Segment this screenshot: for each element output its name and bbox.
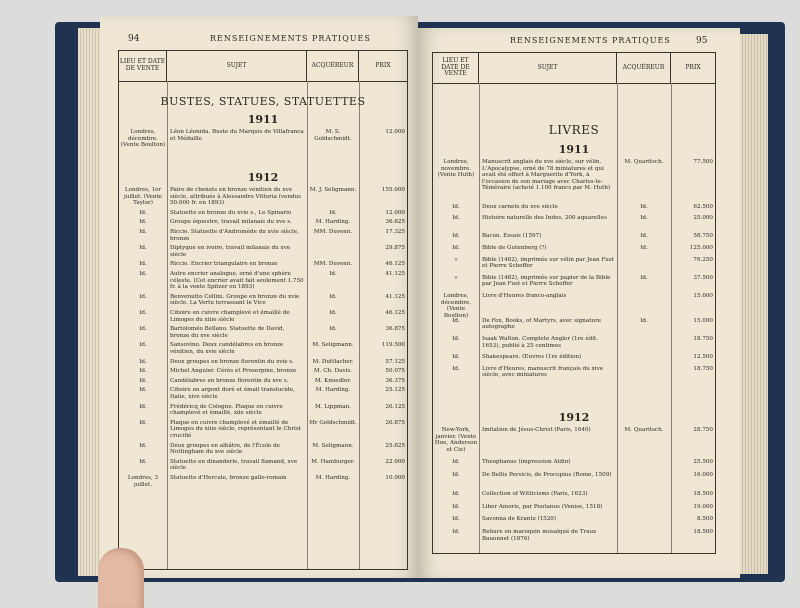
cell-prix: 46.125: [385, 261, 405, 268]
header-lieu: LIEU ET DATE DE VENTE: [433, 53, 479, 83]
cell-sujet: Liber Amoris, par Poutanus (Venise, 1518): [482, 503, 603, 510]
cell-acquereur: M. Quaritsch.: [624, 427, 664, 433]
cell-lieu: Id.: [452, 203, 460, 210]
cell-lieu: Id.: [452, 245, 460, 251]
cell-sujet: Benvenutto Cellini. Groupe en bronze du xvie siècle. La Vertu terrassant le Vice: [170, 293, 300, 307]
thumb: [98, 548, 144, 608]
cell-lieu: Id.: [139, 377, 147, 384]
section-title: BUSTES, STATUES, STATUETTES: [160, 95, 366, 108]
cell-lieu: Id.: [452, 459, 460, 466]
cell-sujet: Plaque en cuivre champlevé et émaillé de Limoges du xiiie siècle, représentant le Christ crucifié: [170, 419, 301, 439]
cell-prix: 17.325: [385, 229, 405, 235]
cell-acquereur: M. Harding.: [315, 475, 351, 481]
cell-acquereur: M. Seligmann.: [312, 442, 354, 449]
cell-sujet: Autre encrier analogue, orné d'une sphère céleste. (Cet encrier avait fait seulement 1.750 fr. à la vente Spitzer en 1893): [170, 271, 304, 291]
cell-sujet: Deux carnets du xve siècle: [482, 203, 558, 210]
cell-prix: 62.500: [693, 203, 713, 210]
cell-lieu: Id.: [139, 261, 147, 268]
cell-lieu: Id.: [452, 317, 460, 324]
cell-lieu: Id.: [139, 403, 147, 410]
cell-prix: 57.125: [385, 358, 405, 365]
cell-lieu: Id.: [139, 358, 147, 365]
year-heading: 1911: [558, 143, 590, 156]
cell-lieu: Id.: [139, 271, 147, 277]
cell-lieu: Id.: [452, 354, 460, 361]
left-page: [100, 16, 418, 578]
page-number: 94: [128, 34, 140, 44]
cell-prix: 155.000: [381, 187, 405, 193]
cell-acquereur: M. Duttlacher.: [312, 358, 354, 365]
cell-acquereur: M. Harding.: [315, 387, 351, 394]
cell-prix: 22.000: [385, 458, 405, 465]
cell-lieu: Id.: [139, 219, 147, 226]
cell-acquereur: M. S. Goldschmidt.: [314, 129, 352, 142]
cell-sujet: Diptyque en ivoire, travail milanais du xve siècle: [170, 245, 291, 258]
cell-prix: 26.125: [385, 403, 405, 410]
sales-table: [118, 50, 408, 570]
cell-sujet: Riccio. Statuette d'Andromède du xvie siècle, bronze: [170, 229, 299, 242]
cell-prix: 41.125: [385, 293, 405, 300]
sales-table: [432, 52, 716, 554]
cell-sujet: Bible (1462), imprimée sur vélin par Jean Fust et Pierre Schoffer: [482, 256, 614, 270]
year-heading: 1912: [558, 411, 590, 424]
cell-sujet: Sansovino. Deux candélabres en bronze vénitien, du xvie siècle: [170, 342, 284, 355]
cell-sujet: Riccio. Encrier triangulaire en bronze: [170, 261, 278, 268]
cell-lieu: Id.: [139, 387, 147, 394]
cell-prix: 25.625: [385, 442, 405, 449]
cell-prix: 46.125: [385, 310, 405, 316]
cell-acquereur: Id.: [640, 203, 648, 210]
table-header: [433, 53, 715, 84]
running-head: RENSEIGNEMENTS PRATIQUES: [210, 34, 371, 43]
cell-lieu: Id.: [452, 516, 460, 523]
cell-lieu: Id.: [139, 245, 147, 252]
cell-lieu: Id.: [452, 365, 460, 372]
cell-lieu: Londres, 1er juillet. (Vente Taylor): [124, 187, 162, 207]
cell-acquereur: MM. Duveen.: [313, 261, 353, 268]
cell-lieu: Id.: [452, 336, 460, 342]
cell-acquereur: Id.: [640, 317, 648, 324]
header-lieu: LIEU ET DATE DE VENTE: [119, 51, 167, 81]
cell-lieu: Id.: [139, 209, 147, 216]
cell-sujet: Histoire naturelle des Indes, 200 aquarelles: [482, 215, 607, 222]
cell-prix: 25.000: [693, 215, 713, 222]
cell-prix: 125.000: [689, 245, 713, 251]
cell-prix: 36.875: [385, 326, 405, 333]
header-sujet: SUJET: [167, 51, 307, 81]
cell-lieu: Id.: [452, 503, 460, 510]
cell-prix: 18.750: [693, 365, 713, 372]
cell-lieu: Id.: [452, 233, 460, 240]
cell-lieu: Id.: [139, 368, 147, 375]
table-header: [119, 51, 407, 82]
year-heading: 1912: [247, 171, 279, 184]
cell-sujet: Paire de chenets en bronze vénitien du xve siècle, attribués à Alessandro Vittoria (vendus 50.000 fr. en 1893): [170, 187, 302, 207]
cell-sujet: Collection of Witticisms (Paris, 1623): [482, 491, 588, 498]
cell-sujet: Statuette d'Hercule, bronze gallo-romain: [170, 475, 287, 481]
cell-acquereur: M. Knoedler.: [314, 377, 352, 384]
cell-acquereur: M. J. Seligmann.: [309, 187, 357, 193]
cell-sujet: Frédéricq de Cologne. Plaque en cuivre champlevé et émaillé, xiie siècle: [170, 403, 283, 417]
header-acquereur: ACQUÉREUR: [307, 51, 359, 81]
cell-prix: 18.500: [693, 529, 713, 535]
cell-prix: 18.500: [693, 491, 713, 498]
cell-prix: 36.625: [385, 219, 405, 226]
cell-sujet: Manuscrit anglais du xve siècle, sur vélin. L'Apocalypse, orné de 78 miniatures et qui avait été offert à Marguerite d'York, à l'occasion de son mariage avec Charles-le-Téméraire (acheté 1.100 francs par M. Huth): [482, 159, 611, 192]
cell-lieu: Id.: [452, 472, 460, 478]
cell-prix: 25.500: [693, 459, 713, 466]
cell-prix: 41.125: [385, 271, 405, 277]
header-prix: PRIX: [375, 61, 391, 69]
cell-sujet: Statuette en dinanderie, travail flamand, xve siècle: [170, 458, 298, 472]
cell-lieu: Londres, décembre. (Vente Boulton): [120, 129, 166, 149]
cell-prix: 12.000: [385, 209, 405, 216]
cell-prix: 28.750: [693, 427, 713, 433]
year-heading: 1911: [247, 113, 279, 126]
cell-acquereur: M. Ch. Davis.: [313, 368, 353, 375]
cell-prix: 16.000: [693, 472, 713, 478]
cell-sujet: Candélabres en bronze florentin du xve s.: [170, 377, 289, 384]
cell-sujet: Bartoloméo Bellano. Statuette de David, bronze du xve siècle: [170, 326, 285, 339]
cell-acquereur: M. Quaritsch.: [624, 159, 664, 165]
cell-sujet: Ciboire en argent doré et émail translucide, Italie, xive siècle: [170, 387, 295, 400]
cell-sujet: Reliure en maroquin mosaïqué de Trauz Bauonnet (1876): [482, 529, 597, 542]
cell-acquereur: Id.: [329, 326, 337, 333]
cell-prix: 76.250: [693, 256, 713, 263]
cell-sujet: De Fox, Books, of Martyrs, avec signature autographe: [482, 317, 602, 331]
cell-lieu: Id.: [452, 215, 460, 222]
cell-prix: 18.750: [693, 336, 713, 342]
cell-sujet: Bible (1462), imprimée sur papier de la Bible par Jean Fust et Pierre Schoffer: [482, 274, 611, 288]
cell-sujet: Ciboire en cuivre champlevé et émaillé de Limoges du xiiie siècle: [170, 310, 290, 323]
cell-prix: 37.500: [693, 274, 713, 281]
cell-lieu: Id.: [139, 310, 147, 316]
cell-acquereur: Id.: [329, 293, 337, 300]
cell-sujet: Bible de Gutenberg (?): [482, 245, 547, 251]
cell-lieu: Id.: [139, 293, 147, 300]
cell-prix: 50.075: [385, 368, 405, 375]
cell-prix: 58.750: [693, 233, 713, 240]
cell-sujet: Shakespeare. Œuvres (1re édition): [482, 354, 582, 361]
cell-lieu: »: [454, 256, 458, 263]
cell-lieu: Londres, 3 juillet.: [127, 475, 159, 488]
cell-acquereur: Id.: [640, 245, 648, 251]
cell-prix: 119.500: [381, 342, 405, 349]
cell-prix: 15.000: [693, 293, 713, 299]
cell-prix: 26.875: [385, 419, 405, 426]
cell-prix: 36.375: [385, 377, 405, 384]
cell-prix: 10.000: [385, 475, 405, 481]
header-sujet: SUJET: [479, 53, 617, 83]
page-edges-left: [78, 28, 102, 576]
cell-sujet: Michel Anguier. Cérès et Proserpine, bronze: [170, 368, 297, 375]
section-title: LIVRES: [548, 123, 600, 137]
cell-prix: 19.000: [693, 503, 713, 510]
cell-acquereur: Id.: [640, 233, 648, 240]
cell-prix: 8.500: [696, 516, 713, 523]
cell-lieu: Londres, décembre. (Vente Boulton): [441, 293, 471, 319]
cell-lieu: Londres, novembre. (Vente Huth): [437, 159, 475, 179]
cell-sujet: Deux groupes en bronze florentin du xvie s.: [170, 358, 294, 365]
cell-lieu: Id.: [139, 458, 147, 465]
cell-sujet: Savonna de Krantz (1520): [482, 516, 557, 523]
cell-prix: 12.500: [693, 354, 713, 361]
header-prix: PRIX: [685, 63, 701, 71]
page-edges-right: [740, 34, 768, 574]
cell-acquereur: Id.: [640, 274, 648, 281]
cell-lieu: Id.: [139, 229, 147, 235]
cell-lieu: »: [454, 274, 458, 281]
cell-sujet: Isaak Walton. Complete Angler (1re édit. 1653), publié à 25 centimes: [482, 336, 599, 349]
cell-sujet: Léon Léonida. Buste du Marquis de Villafranca et Médaille: [170, 129, 304, 142]
cell-acquereur: M. Hamburger.: [311, 458, 355, 465]
cell-prix: 77.500: [693, 159, 713, 165]
cell-lieu: Id.: [139, 419, 147, 426]
cell-sujet: Theophanus (impression Aldin): [482, 459, 571, 466]
cell-acquereur: Mr Goldschmidt.: [309, 419, 357, 426]
cell-sujet: De Bellis Persicis, de Procopius (Rome, 1509): [482, 472, 612, 478]
cell-prix: 29.875: [385, 245, 405, 252]
right-page: [418, 28, 740, 578]
header-acquereur: ACQUÉREUR: [617, 53, 671, 83]
cell-acquereur: Id.: [329, 310, 337, 316]
cell-lieu: Id.: [452, 529, 460, 535]
cell-sujet: Statuette en bronze du xvie s., Le Spinario: [170, 209, 292, 216]
page-number: 95: [696, 36, 708, 46]
cell-sujet: Imitation de Jésus-Christ (Paris, 1640): [482, 427, 591, 433]
cell-lieu: Id.: [139, 326, 147, 333]
cell-prix: 12.000: [385, 129, 405, 135]
cell-lieu: Id.: [139, 442, 147, 449]
running-head: RENSEIGNEMENTS PRATIQUES: [510, 36, 671, 45]
cell-sujet: Deux groupes en albâtre, de l'École de Nottingham du xve siècle: [170, 442, 280, 456]
cell-sujet: Groupe équestre, travail milanais du xve s.: [170, 219, 292, 226]
cell-acquereur: M. Seligmann.: [312, 342, 354, 349]
cell-lieu: New-York, janvier. (Vente Hoe, Anderson et Cie): [434, 427, 478, 453]
cell-prix: 25.125: [385, 387, 405, 394]
cell-acquereur: M. Harding.: [315, 219, 351, 226]
cell-acquereur: Id.: [329, 209, 337, 216]
cell-acquereur: Id.: [329, 271, 337, 277]
cell-sujet: Livre d'Heures franco-anglais: [482, 293, 567, 299]
cell-acquereur: Id.: [640, 215, 648, 222]
cell-prix: 15.000: [693, 317, 713, 324]
cell-sujet: Livre d'Heures, manuscrit français du xive siècle, avec miniatures: [482, 365, 604, 379]
cell-lieu: Id.: [452, 491, 460, 498]
cell-sujet: Bacon. Essais (1597): [482, 233, 542, 240]
cell-acquereur: MM. Duveen.: [313, 229, 353, 235]
cell-acquereur: M. Lippman.: [315, 403, 351, 410]
cell-lieu: Id.: [139, 342, 147, 349]
